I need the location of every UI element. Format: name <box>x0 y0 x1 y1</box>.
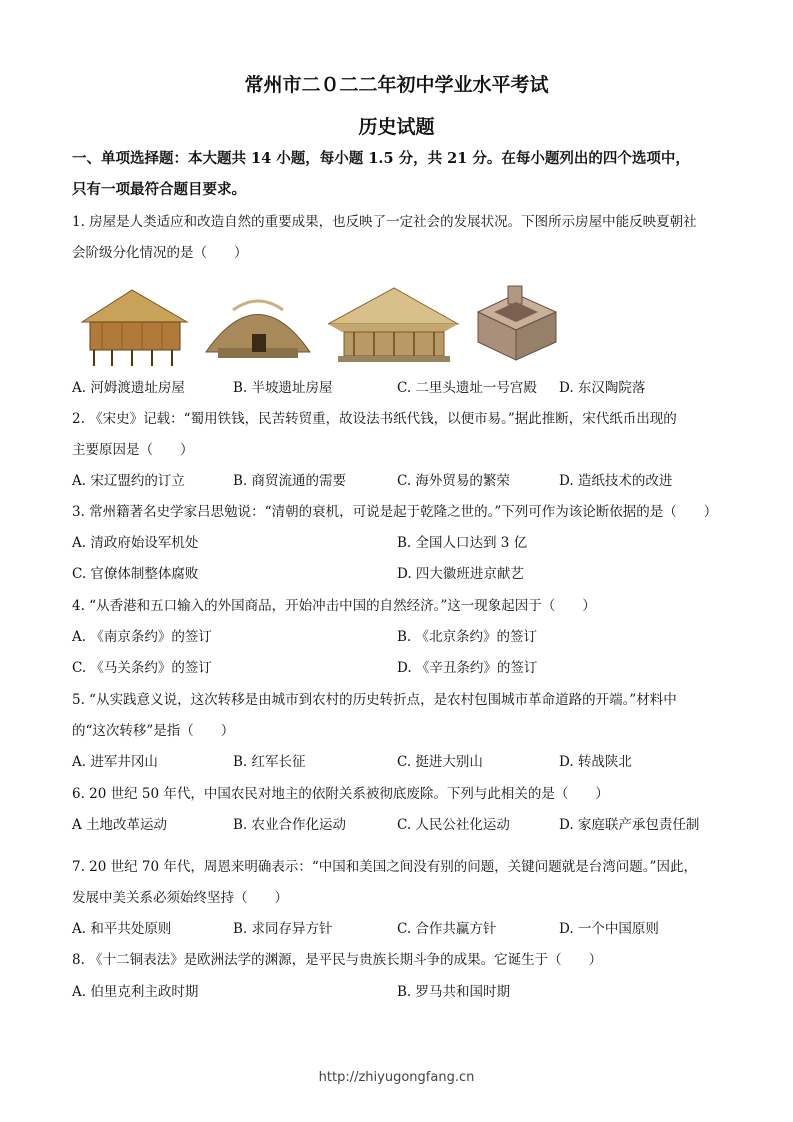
q4-option-c: C. 《马关条约》的签订 <box>72 660 212 676</box>
q4-option-b: B. 《北京条约》的签订 <box>397 629 538 645</box>
q3-option-d: D. 四大徽班进京献艺 <box>397 566 524 582</box>
q1-line1: 1. 房屋是人类适应和改造自然的重要成果，也反映了一定社会的发展状况。下图所示房屋中能反映夏朝社 <box>72 214 697 230</box>
q4-option-d: D. 《辛丑条约》的签订 <box>397 660 538 676</box>
q5-option-b: B. 红军长征 <box>233 754 306 770</box>
q7-option-c: C. 合作共赢方针 <box>397 921 497 937</box>
q1-option-a: A. 河姆渡遗址房屋 <box>72 380 185 396</box>
q7-line1: 7. 20 世纪 70 年代，周恩来明确表示：“中国和美国之间没有别的问题，关键问题就是台湾问题。”因此， <box>72 859 697 875</box>
q7-option-a: A. 和平共处原则 <box>72 921 172 937</box>
q5-line2: 的“这次转移”是指（ ） <box>72 723 235 739</box>
q2-option-d: D. 造纸技术的改进 <box>559 473 673 489</box>
q7-option-d: D. 一个中国原则 <box>559 921 659 937</box>
palace-image <box>324 282 462 368</box>
q7-option-b: B. 求同存异方针 <box>233 921 333 937</box>
round-hut-image <box>198 282 318 368</box>
q6-option-a: A 土地改革运动 <box>72 817 168 833</box>
q6-option-d: D. 家庭联产承包责任制 <box>559 817 700 833</box>
q1-option-b: B. 半坡遗址房屋 <box>233 380 333 396</box>
q6-line1: 6. 20 世纪 50 年代，中国农民对地主的依附关系被彻底废除。下列与此相关的是（ ） <box>72 786 609 802</box>
q5-option-a: A. 进军井冈山 <box>72 754 158 770</box>
section-heading-line1: 一、单项选择题：本大题共 14 小题，每小题 1.5 分，共 21 分。在每小题列出的四个选项中， <box>72 150 690 167</box>
q2-line2: 主要原因是（ ） <box>72 442 194 458</box>
q1-option-c: C. 二里头遗址一号宫殿 <box>397 380 537 396</box>
stilt-house-image <box>72 282 192 368</box>
exam-title: 常州市二０二二年初中学业水平考试 <box>244 74 549 96</box>
footer-url: http://zhiyugongfang.cn <box>318 1070 475 1085</box>
q8-line1: 8. 《十二铜表法》是欧洲法学的渊源，是平民与贵族长期斗争的成果。它诞生于（ ） <box>72 952 603 968</box>
q7-line2: 发展中美关系必须始终坚持（ ） <box>72 890 288 906</box>
q3-line1: 3. 常州籍著名史学家吕思勉说：“清朝的衰机，可说是起于乾隆之世的。”下列可作为该论断依据的是（ ） <box>72 504 718 520</box>
q8-option-b: B. 罗马共和国时期 <box>397 984 511 1000</box>
q2-option-c: C. 海外贸易的繁荣 <box>397 473 510 489</box>
q6-option-c: C. 人民公社化运动 <box>397 817 510 833</box>
q5-option-c: C. 挺进大别山 <box>397 754 483 770</box>
q3-option-b: B. 全国人口达到 3 亿 <box>397 535 528 551</box>
section-heading-line2: 只有一项最符合题目要求。 <box>72 181 246 198</box>
q2-option-a: A. 宋辽盟约的订立 <box>72 473 185 489</box>
q4-line1: 4. “从香港和五口输入的外国商品，开始冲击中国的自然经济。”这一现象起因于（ ） <box>72 598 596 614</box>
pottery-courtyard-image <box>468 282 564 368</box>
q5-option-d: D. 转战陕北 <box>559 754 632 770</box>
q5-line1: 5. “从实践意义说，这次转移是由城市到农村的历史转折点，是农村包围城市革命道路的开端。”材料中 <box>72 692 677 708</box>
q4-option-a: A. 《南京条约》的签订 <box>72 629 212 645</box>
q8-option-a: A. 伯里克利主政时期 <box>72 984 199 1000</box>
q1-option-d: D. 东汉陶院落 <box>559 380 646 396</box>
q1-line2: 会阶级分化情况的是（ ） <box>72 245 248 261</box>
q2-line1: 2. 《宋史》记载：“蜀用铁钱，民苦转贸重，故设法书纸代钱，以便市易。”据此推断，宋代纸币出现的 <box>72 411 677 427</box>
q3-option-c: C. 官僚体制整体腐败 <box>72 566 199 582</box>
q6-option-b: B. 农业合作化运动 <box>233 817 347 833</box>
q2-option-b: B. 商贸流通的需要 <box>233 473 347 489</box>
exam-subtitle: 历史试题 <box>358 116 435 138</box>
house-images <box>72 282 572 372</box>
q3-option-a: A. 清政府始设军机处 <box>72 535 199 551</box>
